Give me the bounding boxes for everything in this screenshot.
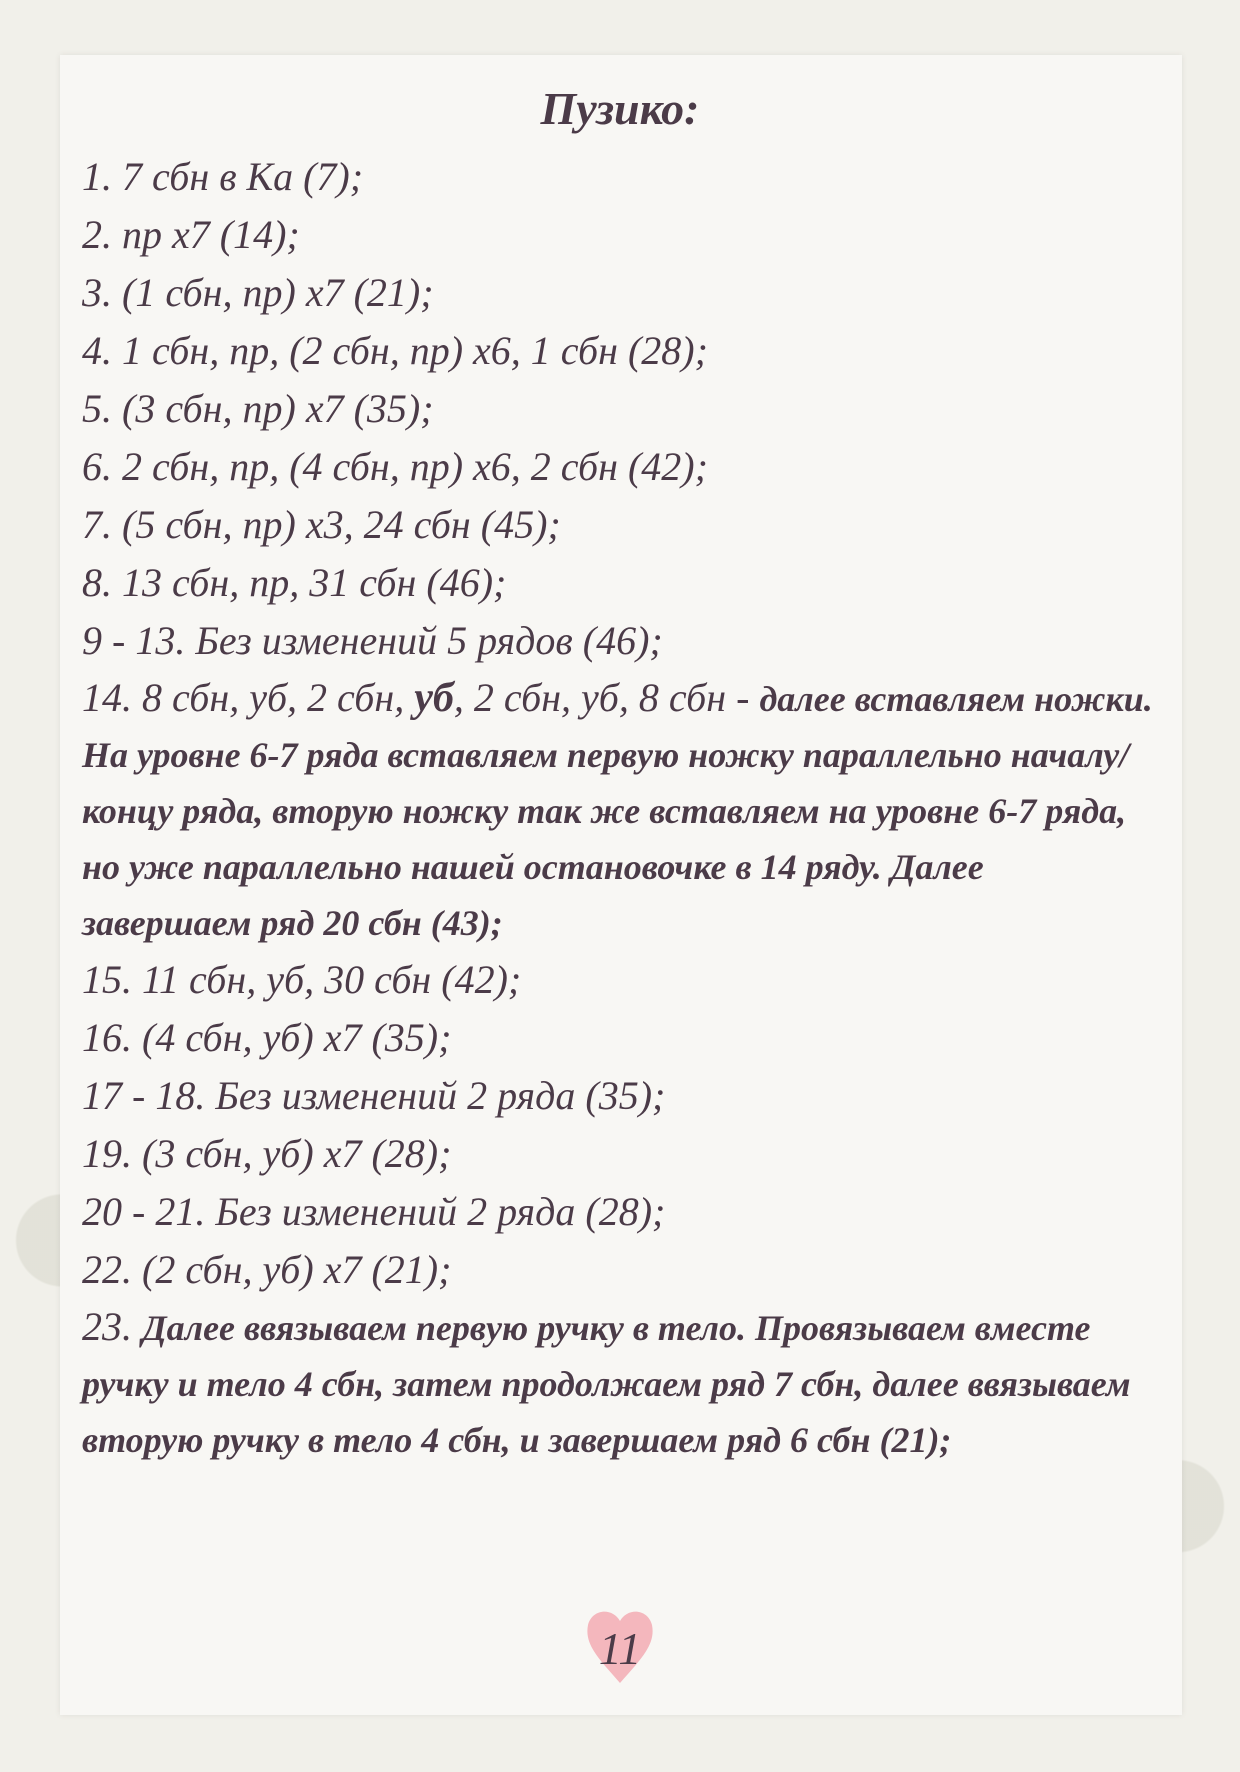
row-5: 5. (3 сбн, пр) х7 (35); bbox=[82, 386, 434, 431]
row-4: 4. 1 сбн, пр, (2 сбн, пр) х6, 1 сбн (28); bbox=[82, 328, 708, 373]
page-number: 11 bbox=[598, 1623, 642, 1674]
row-14-instructions: далее вставляем ножки. На уровне 6-7 ряда вставляем первую ножку параллельно началу/концу ряда, вторую ножку так же вставляем на уровне 6-7 ряда, но уже параллельно нашей остановочке в 14 ряду. Далее завершаем ряд 20 сбн (43); bbox=[82, 679, 1153, 943]
row-17-18: 17 - 18. Без изменений 2 ряда (35); bbox=[82, 1073, 666, 1118]
row-19: 19. (3 сбн, уб) х7 (28); bbox=[82, 1131, 452, 1176]
row-20-21: 20 - 21. Без изменений 2 ряда (28); bbox=[82, 1189, 666, 1234]
row-3: 3. (1 сбн, пр) х7 (21); bbox=[82, 270, 434, 315]
row-14 bbox=[82, 670, 1162, 951]
row-23-instructions: Далее ввязываем первую ручку в тело. Провязываем вместе ручку и тело 4 сбн, затем продолжаем ряд 7 сбн, далее ввязываем вторую ручку в тело 4 сбн, и завершаем ряд 6 сбн (21); bbox=[82, 1308, 1131, 1460]
row-15: 15. 11 сбн, уб, 30 сбн (42); bbox=[82, 957, 522, 1002]
row-14-bold: уб bbox=[414, 675, 454, 721]
row-1: 1. 7 сбн в Ка (7); bbox=[82, 154, 364, 199]
row-23-number: 23. bbox=[82, 1304, 142, 1349]
row-2: 2. пр х7 (14); bbox=[82, 212, 300, 257]
row-23 bbox=[82, 1299, 1162, 1468]
row-14-part1: 14. 8 сбн, уб, 2 сбн, bbox=[82, 675, 415, 720]
row-14-part2: , 2 сбн, уб, 8 сбн - bbox=[453, 675, 760, 720]
row-9-13: 9 - 13. Без изменений 5 рядов (46); bbox=[82, 618, 663, 663]
pattern-rows bbox=[82, 148, 1162, 1468]
row-6: 6. 2 сбн, пр, (4 сбн, пр) х6, 2 сбн (42); bbox=[82, 444, 708, 489]
row-22: 22. (2 сбн, уб) х7 (21); bbox=[82, 1247, 452, 1292]
row-7: 7. (5 сбн, пр) х3, 24 сбн (45); bbox=[82, 502, 561, 547]
row-8: 8. 13 сбн, пр, 31 сбн (46); bbox=[82, 560, 507, 605]
row-16: 16. (4 сбн, уб) х7 (35); bbox=[82, 1015, 452, 1060]
section-title: Пузико: bbox=[540, 83, 700, 134]
